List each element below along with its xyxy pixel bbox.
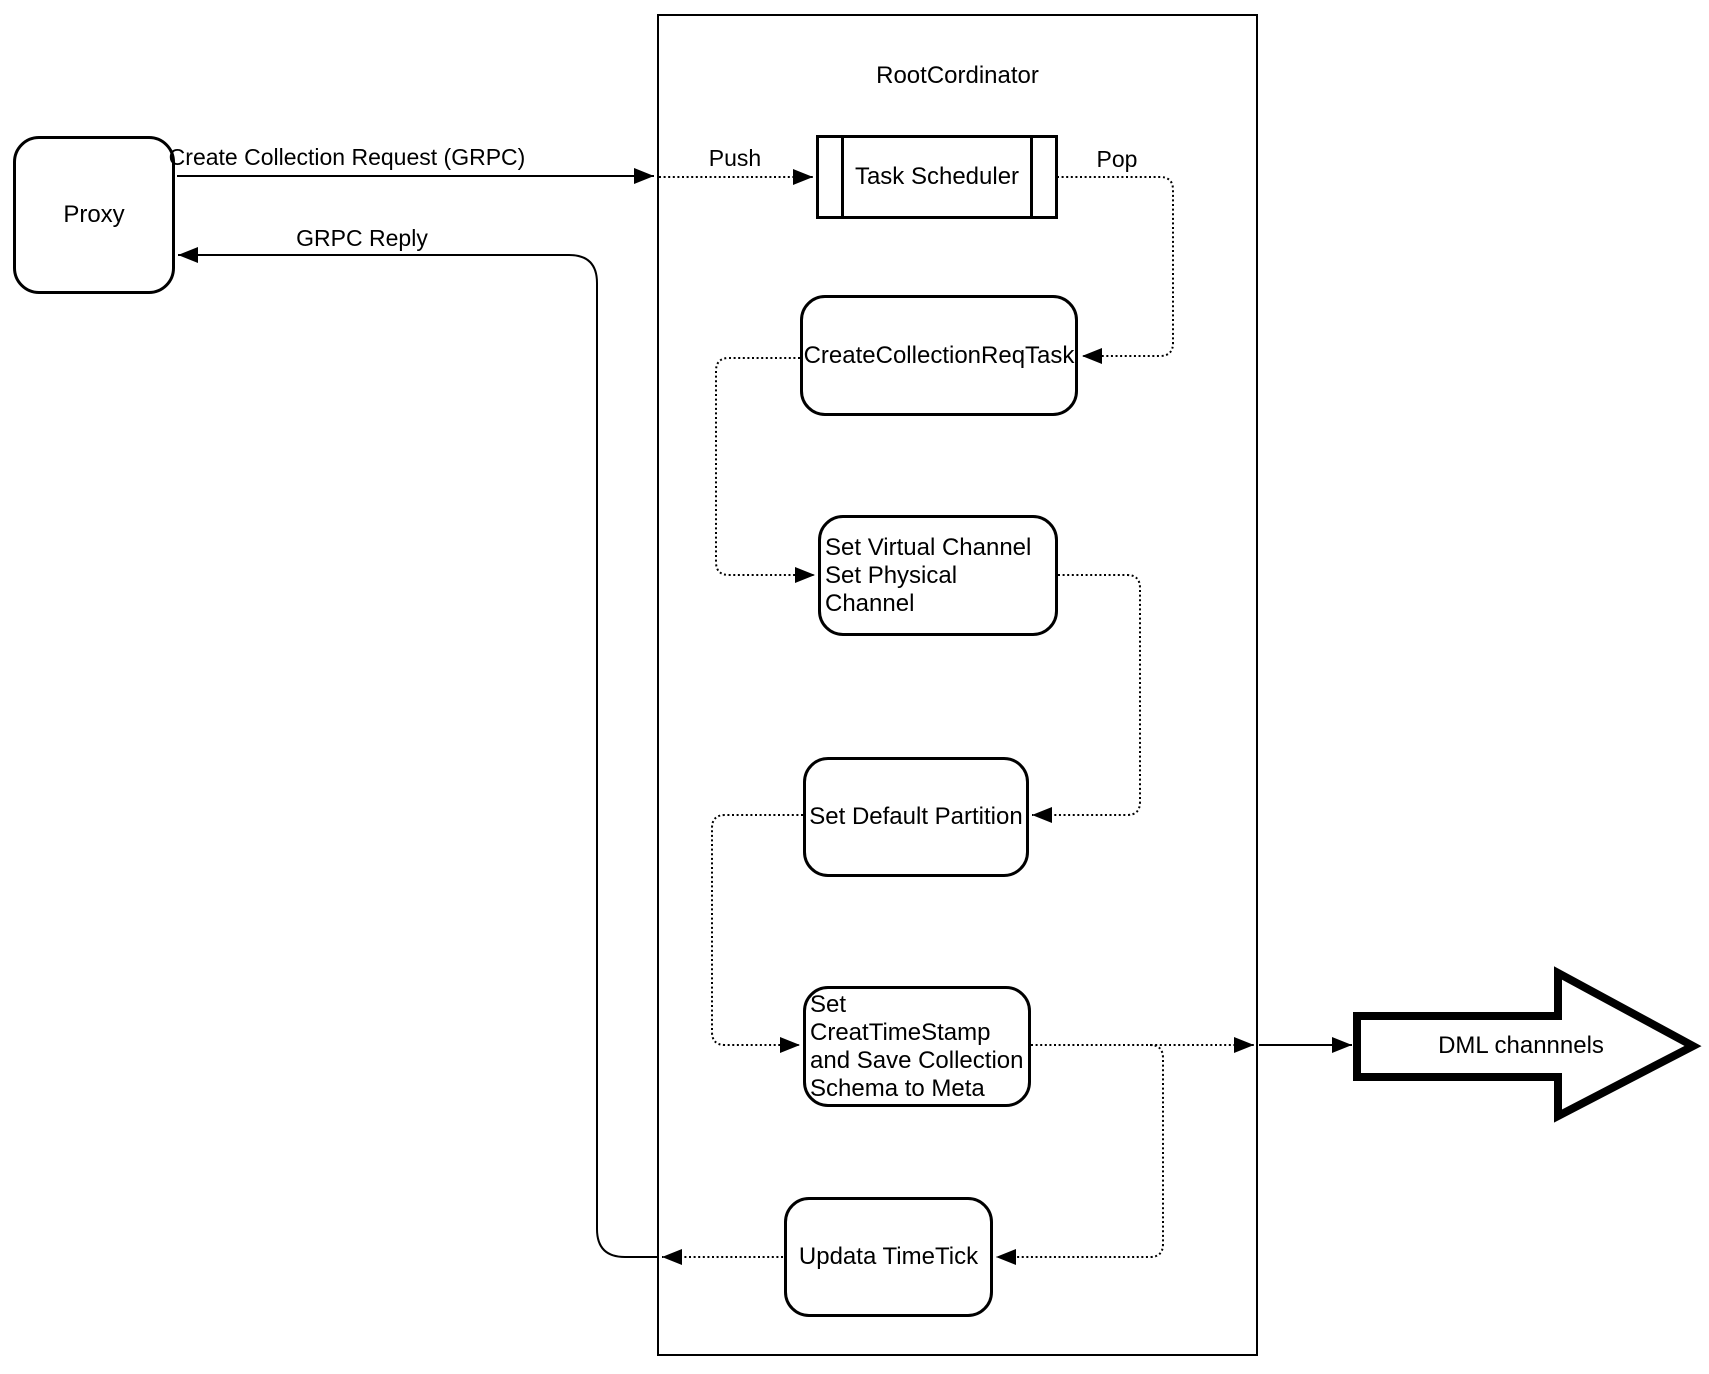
node-set-creat-timestamp bbox=[803, 986, 1031, 1107]
node-set-default-partition-label: Set Default Partition bbox=[809, 803, 1023, 830]
node-set-creat-timestamp-line1: Set CreatTimeStamp bbox=[810, 990, 991, 1046]
node-set-creat-timestamp-line2: and Save Collection bbox=[810, 1046, 1024, 1074]
node-proxy-label: Proxy bbox=[63, 201, 125, 228]
node-updata-timetick-label: Updata TimeTick bbox=[798, 1243, 979, 1270]
node-task-scheduler bbox=[816, 135, 1058, 219]
edge-default-partition-to-timestamp bbox=[712, 815, 803, 1045]
task-scheduler-right-bar bbox=[1030, 138, 1033, 216]
node-set-channels bbox=[818, 515, 1058, 636]
label-grpc-reply: GRPC Reply bbox=[296, 225, 428, 251]
label-pop: Pop bbox=[1096, 146, 1138, 172]
node-create-collection-req-task bbox=[800, 295, 1078, 416]
edge-grpc-reply bbox=[178, 255, 658, 1257]
node-set-channels-line1: Set Virtual Channel bbox=[825, 533, 1032, 561]
node-set-creat-timestamp-line3: Schema to Meta bbox=[810, 1074, 985, 1102]
rootcoordinator-title: RootCordinator bbox=[876, 62, 1039, 89]
label-push: Push bbox=[708, 145, 762, 171]
node-updata-timetick bbox=[784, 1197, 993, 1317]
node-task-scheduler-label: Task Scheduler bbox=[854, 163, 1020, 190]
node-set-default-partition bbox=[803, 757, 1029, 877]
label-dml-channels: DML channnels bbox=[1438, 1032, 1604, 1059]
task-scheduler-left-bar bbox=[841, 138, 844, 216]
label-create-collection-request: Create Collection Request (GRPC) bbox=[168, 144, 526, 170]
node-proxy bbox=[13, 136, 175, 294]
node-create-collection-req-task-label: CreateCollectionReqTask bbox=[803, 341, 1075, 369]
node-set-channels-line2: Set Physical Channel bbox=[825, 561, 958, 617]
